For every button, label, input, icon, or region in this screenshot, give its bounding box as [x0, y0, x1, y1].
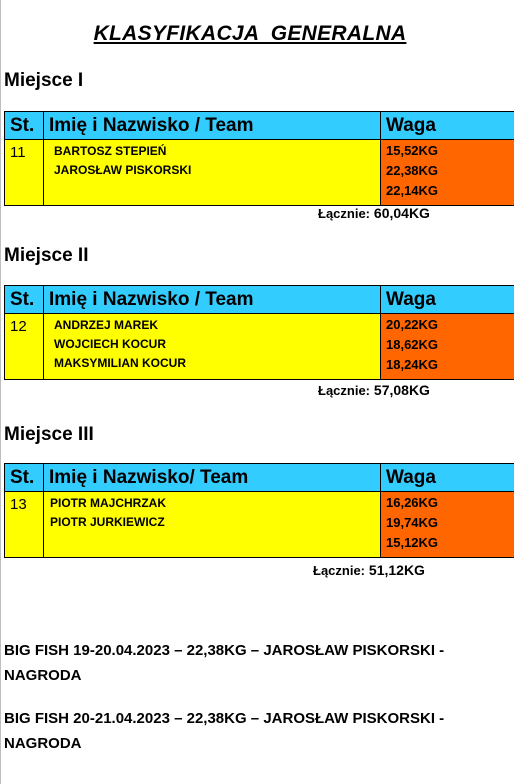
competitor-name: MAKSYMILIAN KOCUR — [54, 356, 186, 370]
bigfish-line-1: BIG FISH 19-20.04.2023 – 22,38KG – JAROSŁAW PISKORSKI - NAGRODA — [4, 642, 445, 684]
team-number: 12 — [5, 314, 44, 380]
header-weight: Waga — [381, 112, 514, 140]
bigfish-line-2: BIG FISH 20-21.04.2023 – 22,38KG – JAROSŁAW PISKORSKI - NAGRODA — [4, 710, 445, 752]
catch-weight: 22,14KG — [386, 183, 439, 198]
team-number: 11 — [5, 140, 44, 206]
header-st: St. — [5, 286, 44, 314]
header-st: St. — [5, 112, 44, 140]
document-title: KLASYFIKACJA GENERALNA — [93, 22, 407, 45]
team-names — [44, 314, 381, 380]
header-name: Imię i Nazwisko/ Team — [44, 464, 381, 492]
page-left-border — [0, 0, 1, 784]
team-number: 13 — [5, 492, 44, 558]
catch-weight: 22,38KG — [386, 163, 439, 178]
competitor-name: JAROSŁAW PISKORSKI — [54, 163, 192, 177]
team-weights — [381, 140, 514, 206]
total-label: Łącznie: — [318, 383, 371, 398]
table-header-row — [5, 464, 514, 492]
team-names — [44, 492, 381, 558]
catch-weight: 15,12KG — [386, 535, 439, 550]
competitor-name: WOJCIECH KOCUR — [54, 337, 167, 351]
total-value: 60,04KG — [373, 205, 430, 221]
catch-weight: 16,26KG — [386, 495, 439, 510]
competitor-name: PIOTR MAJCHRZAK — [50, 496, 166, 510]
table-header-row — [5, 286, 514, 314]
place-heading-1: Miejsce I — [4, 70, 84, 91]
place-heading-2: Miejsce II — [4, 245, 89, 266]
ranking-table-2 — [4, 285, 514, 380]
table-row — [5, 140, 514, 206]
catch-weight: 19,74KG — [386, 515, 439, 530]
header-st: St. — [5, 464, 44, 492]
ranking-table-3 — [4, 463, 514, 558]
team-weights — [381, 314, 514, 380]
team-total — [313, 562, 425, 578]
team-total — [318, 382, 430, 398]
team-total — [318, 205, 430, 221]
place-heading-3: Miejsce III — [4, 424, 94, 445]
header-weight: Waga — [381, 286, 514, 314]
catch-weight: 18,24KG — [386, 357, 439, 372]
catch-weight: 18,62KG — [386, 337, 439, 352]
table-header-row — [5, 112, 514, 140]
total-value: 57,08KG — [373, 382, 430, 398]
table-row — [5, 492, 514, 558]
catch-weight: 20,22KG — [386, 317, 439, 332]
total-value: 51,12KG — [368, 562, 425, 578]
total-label: Łącznie: — [318, 206, 371, 221]
competitor-name: BARTOSZ STEPIEŃ — [54, 144, 167, 158]
header-weight: Waga — [381, 464, 514, 492]
total-label: Łącznie: — [313, 563, 366, 578]
header-name: Imię i Nazwisko / Team — [44, 286, 381, 314]
competitor-name: PIOTR JURKIEWICZ — [50, 515, 165, 529]
header-name: Imię i Nazwisko / Team — [44, 112, 381, 140]
team-weights — [381, 492, 514, 558]
table-row — [5, 314, 514, 380]
ranking-table-1 — [4, 111, 514, 206]
catch-weight: 15,52KG — [386, 143, 439, 158]
team-names — [44, 140, 381, 206]
competitor-name: ANDRZEJ MAREK — [54, 318, 159, 332]
